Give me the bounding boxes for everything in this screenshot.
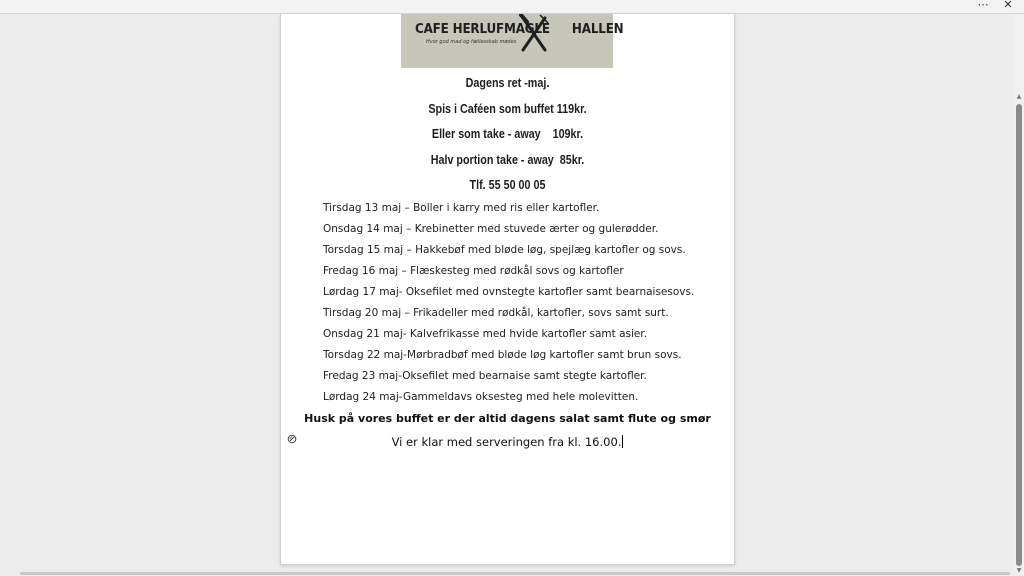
fork-knife-icon: [519, 14, 549, 54]
menu-item: Tirsdag 20 maj – Frikadeller med rødkål, kartofler, sovs samt surt.: [323, 307, 669, 319]
document-workspace: [0, 14, 1014, 576]
headline-phone: Tlf. 55 50 00 05: [469, 178, 546, 192]
scroll-down-arrow-icon[interactable]: ▼: [1016, 567, 1022, 574]
document-page[interactable]: [280, 14, 735, 565]
headline-takeaway-price: Eller som take - away 109kr.: [431, 127, 584, 141]
menu-item: Onsdag 14 maj – Krebinetter med stuvede ærter og gulerødder.: [323, 223, 659, 235]
more-options-icon[interactable]: ⋯: [977, 0, 989, 11]
text-cursor: [622, 435, 623, 448]
headline-buffet-price: Spis i Caféen som buffet 119kr.: [428, 102, 587, 116]
headline-dagens-ret: Dagens ret -maj.: [465, 76, 550, 90]
anchor-icon[interactable]: [287, 434, 297, 444]
menu-item: Torsdag 22 maj-Mørbradbøf med bløde løg kartofler samt brun sovs.: [323, 349, 682, 361]
title-bar: [0, 0, 1024, 14]
menu-item: Torsdag 15 maj – Hakkebøf med bløde løg, spejlæg kartofler og sovs.: [323, 244, 686, 256]
footer-serving-text: Vi er klar med serveringen fra kl. 16.00.: [391, 435, 622, 449]
menu-item: Lørdag 24 maj-Gammeldavs oksesteg med hele molevitten.: [323, 391, 639, 403]
footer-serving-time[interactable]: [281, 435, 734, 449]
menu-item: Onsdag 21 maj- Kalvefrikasse med hvide kartofler samt asier.: [323, 328, 648, 340]
headline-half-portion-price: Halv portion take - away 85kr.: [430, 153, 585, 167]
cafe-logo: [401, 14, 624, 68]
scroll-up-arrow-icon[interactable]: ▲: [1016, 93, 1022, 100]
footer-buffet-note: Husk på vores buffet er der altid dagens salat samt flute og smør: [304, 412, 711, 425]
menu-item: Lørdag 17 maj- Oksefilet med ovnstegte kartofler samt bearnaisesovs.: [323, 286, 695, 298]
menu-item: Fredag 23 maj-Oksefilet med bearnaise samt stegte kartofler.: [323, 370, 647, 382]
menu-item: Tirsdag 13 maj – Boller i karry med ris eller kartofler.: [323, 202, 600, 214]
menu-item: Fredag 16 maj – Flæskesteg med rødkål sovs og kartofler: [323, 265, 624, 277]
logo-tagline: Hvor god mad og fællesskab mødes: [426, 39, 517, 45]
logo-title: CAFE HERLUFMAGLE HALLEN: [415, 22, 624, 37]
horizontal-scrollbar[interactable]: [20, 572, 1010, 575]
close-icon[interactable]: ✕: [1003, 0, 1013, 11]
scrollbar-thumb[interactable]: [1016, 104, 1022, 566]
